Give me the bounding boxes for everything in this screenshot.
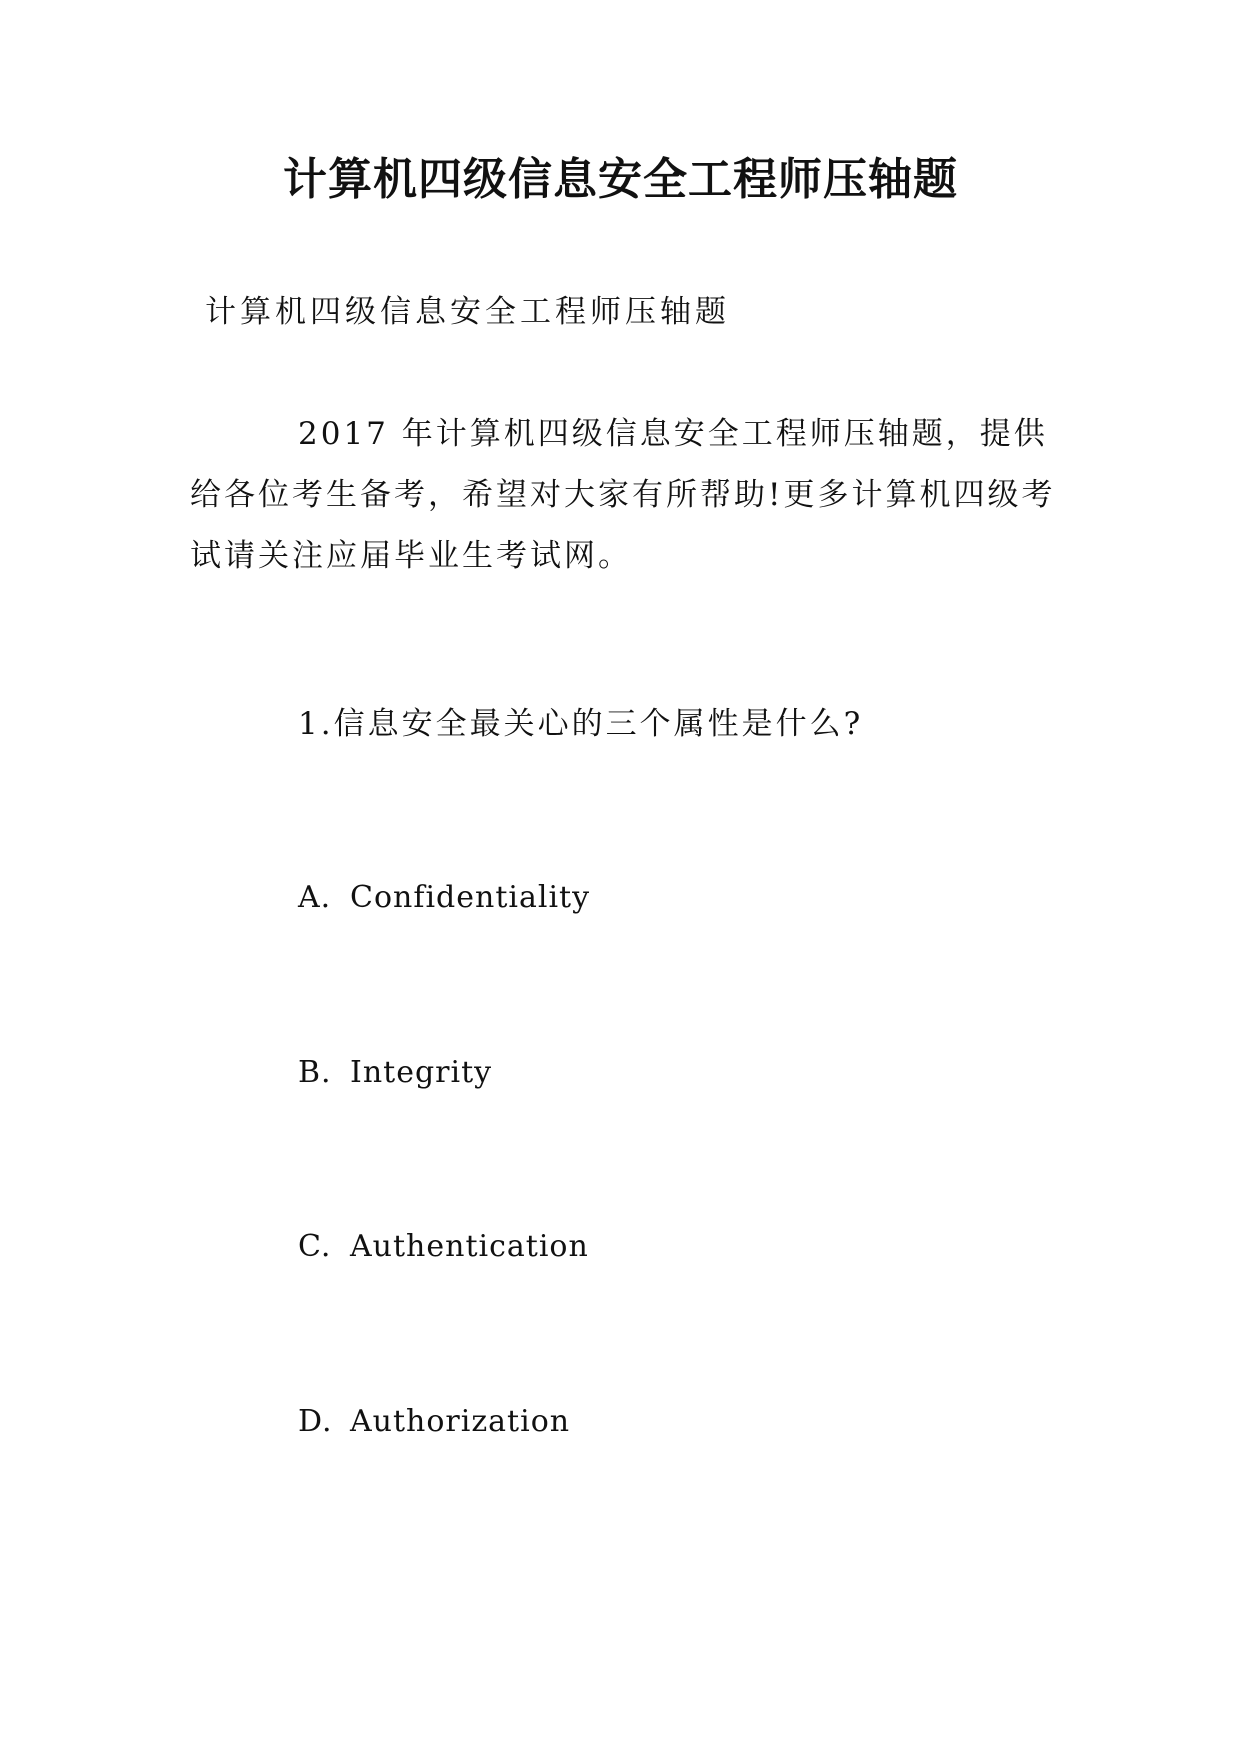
- option-text: Confidentiality: [350, 880, 591, 915]
- option-letter: B.: [298, 1055, 332, 1090]
- option-letter: D.: [298, 1404, 333, 1439]
- option-c: [298, 1225, 589, 1269]
- option-text: Authentication: [350, 1229, 589, 1264]
- question-text: 1.信息安全最关心的三个属性是什么?: [298, 706, 864, 742]
- option-a: [298, 876, 590, 920]
- document-subtitle: 计算机四级信息安全工程师压轴题: [205, 294, 730, 330]
- document-title: 计算机四级信息安全工程师压轴题: [283, 154, 958, 205]
- option-text: Authorization: [350, 1404, 571, 1439]
- option-text: Integrity: [350, 1055, 493, 1090]
- option-letter: A.: [298, 880, 332, 915]
- intro-paragraph: 2017 年计算机四级信息安全工程师压轴题，提供给各位考生备考，希望对大家有所帮助!更多计算机四级考试请关注应届毕业生考试网。: [190, 416, 1056, 574]
- option-d: [298, 1400, 570, 1444]
- option-letter: C.: [298, 1229, 332, 1264]
- option-b: [298, 1051, 492, 1095]
